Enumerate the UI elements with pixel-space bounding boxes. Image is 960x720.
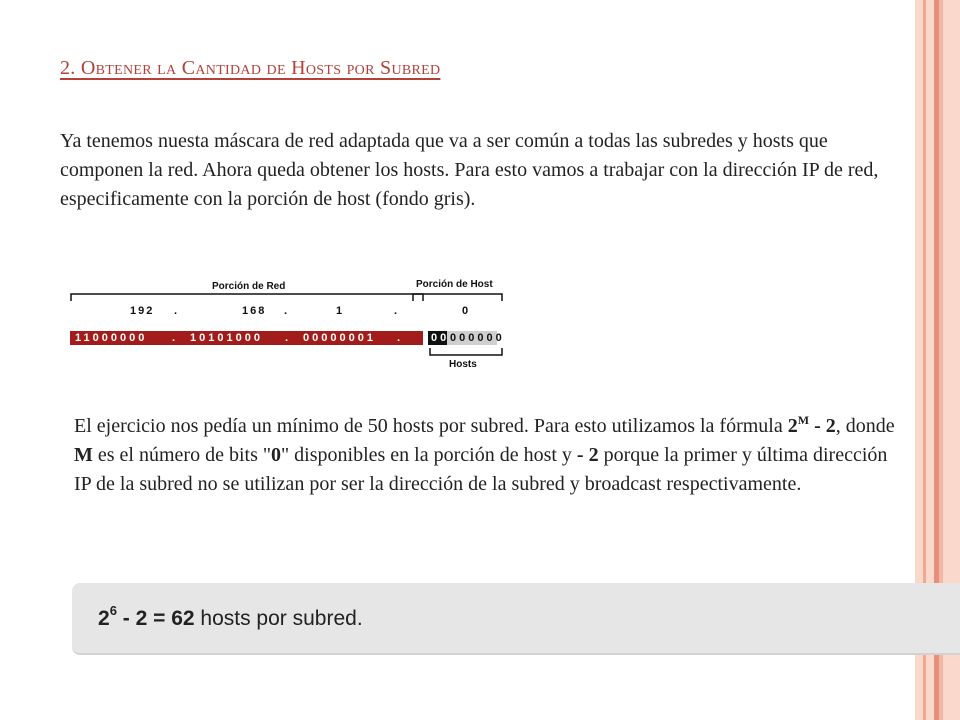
binary-octet-1: 11000000 (75, 332, 148, 344)
explanation-text-2: , donde (835, 415, 895, 437)
formula-inline-base: 2 (787, 415, 798, 437)
formula-base: 2 (98, 607, 110, 630)
ip-address-diagram (66, 274, 516, 384)
formula-result-text (98, 603, 363, 631)
formula-inline-minus: - 2 (809, 415, 836, 437)
host-portion-label: Porción de Host (416, 279, 493, 290)
network-portion-label: Porción de Red (212, 281, 286, 292)
binary-dot-2: . (285, 332, 292, 344)
formula-suffix: hosts por subred. (194, 607, 363, 630)
formula-result: 62 (171, 607, 195, 630)
formula-exponent: 6 (109, 603, 117, 618)
formula-result-box (72, 583, 960, 655)
decimal-octet-4: 0 (462, 305, 471, 317)
explanation-text-3: es el número de bits " (92, 444, 272, 466)
binary-octet-2: 10101000 (190, 332, 263, 344)
explanation-text-4: " disponibles en la porción de host y (281, 444, 577, 466)
decimal-dot-3: . (394, 305, 400, 317)
decimal-dot-2: . (284, 305, 290, 317)
decimal-dot-1: . (174, 305, 180, 317)
zero-bit: 0 (271, 444, 282, 466)
formula-inline-exponent: M (797, 413, 810, 427)
binary-borrowed-bits: 00 (431, 332, 450, 344)
binary-dot-1: . (172, 332, 179, 344)
decimal-octet-1: 192 (130, 305, 155, 317)
explanation-text-5: porque la primer y última dirección IP de la subred no se utilizan por ser la dirección de la subred y broadcast respectivamente. (74, 444, 888, 495)
formula-rest: - 2 = (116, 607, 172, 630)
intro-paragraph: Ya tenemos nuesta máscara de red adaptada que va a ser común a todas las subredes y hosts que componen la red. Ahora queda obtener los hosts. Para esto vamos a trabajar con la dirección IP de red, especificamente con la porción de host (fondo gris). (60, 130, 879, 210)
hosts-label: Hosts (449, 359, 477, 370)
minus-two: - 2 (576, 444, 599, 466)
binary-octet-3: 00000001 (303, 332, 376, 344)
binary-dot-3: . (397, 332, 404, 344)
binary-host-bits: 000000 (450, 332, 505, 344)
explanation-text-1: El ejercicio nos pedía un mínimo de 50 hosts por subred. Para esto utilizamos la fórmula (74, 415, 788, 437)
slide-title: 2. Obtener la Cantidad de Hosts por Subred (60, 57, 441, 79)
decimal-octet-2: 168 (242, 305, 267, 317)
variable-m: M (74, 444, 93, 466)
explanation-paragraph (74, 406, 904, 499)
decimal-octet-3: 1 (336, 305, 345, 317)
